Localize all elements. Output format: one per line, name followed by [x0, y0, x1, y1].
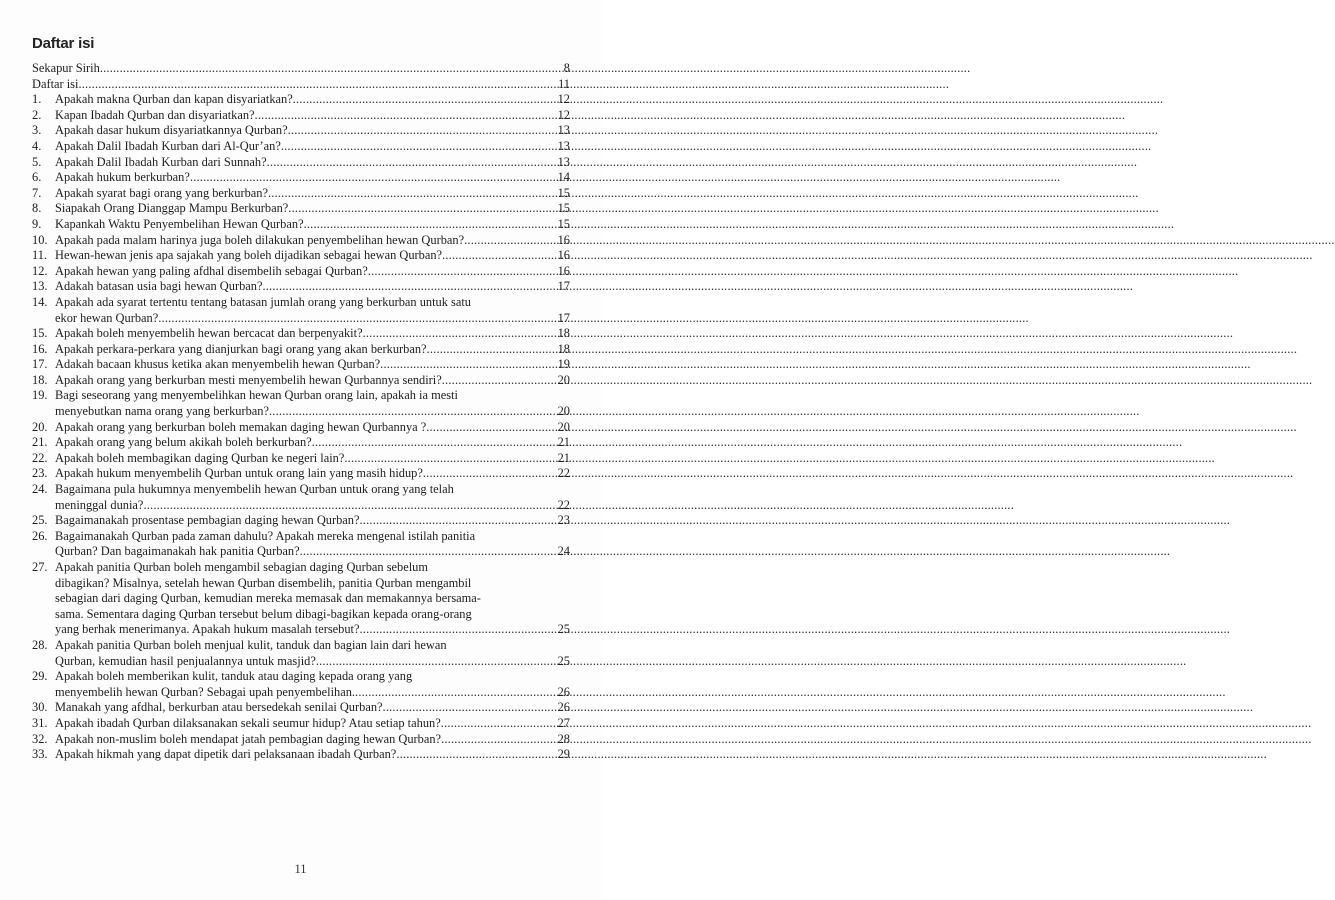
toc-entry[interactable]: [32, 279, 570, 295]
toc-entry-number: 5.: [32, 154, 42, 169]
toc-entry[interactable]: [32, 233, 570, 249]
toc-entry-page: 25: [557, 622, 570, 637]
toc-entry-number: 18.: [32, 372, 48, 387]
toc-entry-page: 20: [557, 419, 570, 434]
toc-entry[interactable]: [32, 388, 570, 419]
toc-entry-title-line: Sekapur Sirih: [32, 61, 100, 75]
toc-entry-title-line: meninggal dunia?: [55, 497, 144, 512]
toc-entry-number: 20.: [32, 419, 48, 434]
toc-entry-page: 12: [557, 92, 570, 107]
toc-entry-title-line: ekor hewan Qurban?: [55, 310, 159, 325]
toc-entry-title-line: Apakah hukum menyembelih Qurban untuk orang lain yang masih hidup?: [55, 466, 423, 481]
toc-entry-title-line: yang berhak menerimanya. Apakah hukum masalah tersebut?: [55, 622, 360, 637]
toc-entry[interactable]: [32, 326, 570, 342]
toc-entry-page: 18: [557, 341, 570, 356]
toc-entry-title-line: sama. Sementara daging Qurban tersebut belum dibagi-bagikan kepada orang-orang: [55, 606, 472, 621]
toc-entry-title-line: Apakah hukum berkurban?: [55, 170, 190, 185]
dot-leader: [281, 139, 558, 155]
toc-entry[interactable]: [32, 435, 570, 451]
toc-entry-number: 12.: [32, 263, 48, 278]
toc-entry[interactable]: [32, 466, 570, 482]
dot-leader: [269, 404, 558, 420]
toc-entry-number: 11.: [32, 248, 48, 263]
toc-entry-title-line: Apakah non-muslim boleh mendapat jatah pembagian daging hewan Qurban?: [55, 731, 442, 746]
toc-entry-page: 17: [557, 279, 570, 294]
toc-entry-number: 8.: [32, 201, 42, 216]
dot-leader: [304, 217, 558, 233]
toc-entry-title-line: menyembelih hewan Qurban? Sebagai upah penyembelihan.: [55, 684, 356, 699]
page-number: 11: [294, 862, 307, 876]
toc-entry-page: 15: [557, 185, 570, 200]
book-page: [0, 0, 601, 900]
toc-entry-page: 12: [557, 107, 570, 122]
toc-entry[interactable]: [32, 170, 570, 186]
toc-entry-number: 23.: [32, 466, 48, 481]
dot-leader: [427, 342, 558, 358]
toc-entry-title-line: Bagaimanakah Qurban pada zaman dahulu? Apakah mereka mengenal istilah panitia: [55, 528, 476, 543]
toc-entry-number: 19.: [32, 388, 48, 403]
dot-leader: [312, 435, 558, 451]
toc-entry[interactable]: [32, 420, 570, 436]
toc-entry-title-line: Bagaimana pula hukumnya menyembelih hewan Qurban untuk orang yang telah: [55, 482, 454, 497]
toc-entry[interactable]: [32, 201, 570, 217]
dot-leader: [426, 420, 557, 436]
toc-entry-page: 20: [557, 404, 570, 419]
toc-entry[interactable]: [32, 747, 570, 763]
dot-leader: [464, 233, 558, 249]
dot-leader: [368, 264, 558, 280]
toc-entry-title-line: Apakah dasar hukum disyariatkannya Qurban?: [55, 123, 288, 138]
toc-entry-page: 22: [557, 497, 570, 512]
toc-entry[interactable]: [32, 217, 570, 233]
toc-entry-page: 13: [557, 123, 570, 138]
toc-entry[interactable]: [32, 357, 570, 373]
toc-entry-title-line: menyebutkan nama orang yang berkurban?: [55, 404, 269, 419]
dot-leader: [262, 279, 557, 295]
toc-entry-number: 22.: [32, 450, 48, 465]
toc-entry-number: 9.: [32, 216, 42, 231]
toc-entry[interactable]: [32, 186, 570, 202]
toc-entry[interactable]: [32, 61, 570, 77]
toc-entry[interactable]: [32, 638, 570, 669]
toc-entry-number: 31.: [32, 715, 48, 730]
toc-entry-number: 4.: [32, 138, 42, 153]
toc-entry-title-line: Hewan-hewan jenis apa sajakah yang boleh dijadikan sebagai hewan Qurban?: [55, 248, 443, 263]
toc-entry-title-line: Qurban, kemudian hasil penjualannya untuk masjid?: [55, 653, 316, 668]
toc-entry-title-line: Apakah boleh memberikan kulit, tanduk atau daging kepada orang yang: [55, 669, 413, 684]
toc-entry[interactable]: [32, 560, 570, 638]
dot-leader: [316, 654, 558, 670]
toc-entry[interactable]: [32, 123, 570, 139]
dot-leader: [396, 747, 557, 763]
toc-entry-title-line: Apakah orang yang belum akikah boleh berkurban?: [55, 435, 312, 450]
dot-leader: [300, 544, 558, 560]
dot-leader: [267, 155, 558, 171]
dot-leader: [355, 685, 558, 701]
toc-entry[interactable]: [32, 732, 570, 748]
toc-entry-title-line: Bagi seseorang yang menyembelihkan hewan Qurban orang lain, apakah ia mesti: [55, 388, 458, 403]
toc-entry-title-line: Qurban? Dan bagaimanakah hak panitia Qurban?: [55, 544, 300, 559]
dot-leader: [143, 498, 557, 514]
toc-entry-title-line: Manakah yang afdhal, berkurban atau bersedekah senilai Qurban?: [55, 700, 383, 715]
toc-entry[interactable]: [32, 529, 570, 560]
toc-entry-title-line: Siapakah Orang Dianggap Mampu Berkurban?: [55, 201, 289, 216]
toc-entry-title-line: Kapan Ibadah Qurban dan disyariatkan?: [55, 107, 255, 122]
toc-entry[interactable]: [32, 482, 570, 513]
toc-entry[interactable]: [32, 295, 570, 326]
toc-entry-title-line: Bagaimanakah prosentase pembagian daging hewan Qurban?: [55, 513, 360, 528]
toc-entry-page: 11: [558, 76, 570, 91]
toc-entry-page: 27: [557, 715, 570, 730]
toc-entry-page: 15: [557, 201, 570, 216]
toc-entry[interactable]: [32, 264, 570, 280]
toc-entry[interactable]: [32, 716, 570, 732]
toc-entry-number: 25.: [32, 513, 48, 528]
toc-entry-title-line: Apakah Dalil Ibadah Kurban dari Al-Qur’an?: [55, 138, 281, 153]
toc-entry-title-line: Adakah bacaan khusus ketika akan menyembelih hewan Qurban?: [55, 357, 381, 372]
toc-entry-number: 17.: [32, 357, 48, 372]
toc-entry-page: 16: [557, 232, 570, 247]
toc-entry-title-line: Apakah panitia Qurban boleh mengambil sebagian daging Qurban sebelum: [55, 560, 428, 574]
toc-entry-number: 29.: [32, 669, 48, 684]
toc-entry-page: 24: [557, 544, 570, 559]
toc-entry-page: 28: [557, 731, 570, 746]
toc-entry[interactable]: [32, 248, 570, 264]
toc-entry-page: 21: [557, 435, 570, 450]
toc-entry-number: 28.: [32, 637, 48, 652]
toc-entry-title-line: Apakah panitia Qurban boleh menjual kulit, tanduk dan bagian lain dari hewan: [55, 637, 447, 652]
toc-entry[interactable]: [32, 451, 570, 467]
toc-entry-page: 20: [557, 372, 570, 387]
dot-leader: [380, 357, 557, 373]
dot-leader: [360, 513, 558, 529]
toc-entry-title-line: Adakah batasan usia bagi hewan Qurban?: [55, 279, 263, 294]
dot-leader: [441, 716, 558, 732]
toc-entry-number: 27.: [32, 560, 48, 574]
toc-entry-page: 26: [557, 684, 570, 699]
dot-leader: [288, 123, 558, 139]
toc-entry[interactable]: [32, 669, 570, 700]
toc-entry-page: 17: [557, 310, 570, 325]
dot-leader: [360, 622, 558, 638]
toc-entry[interactable]: [32, 513, 570, 529]
toc-entry-number: 7.: [32, 185, 42, 200]
toc-entry-title-line: Apakah orang yang berkurban boleh memakan daging hewan Qurbannya ?: [55, 419, 427, 434]
toc-entry-page: 18: [557, 326, 570, 341]
dot-leader: [288, 201, 557, 217]
toc-entry-page: 23: [557, 513, 570, 528]
toc-entry-page: 16: [557, 263, 570, 278]
dot-leader: [100, 61, 564, 77]
dot-leader: [293, 92, 558, 108]
toc-entry-page: 14: [557, 170, 570, 185]
toc-entry-title-line: Apakah Dalil Ibadah Kurban dari Sunnah?: [55, 154, 267, 169]
dot-leader: [268, 186, 558, 202]
toc-entry[interactable]: [32, 77, 570, 93]
toc-entry-page: 25: [557, 653, 570, 668]
toc-entry-page: 29: [557, 747, 570, 762]
toc-entry-number: 1.: [32, 92, 42, 107]
toc-entry-title-line: Apakah syarat bagi orang yang berkurban?: [55, 185, 268, 200]
toc-entry-page: 16: [557, 248, 570, 263]
toc-entry[interactable]: [32, 342, 570, 358]
dot-leader: [441, 732, 558, 748]
toc-entry-page: 15: [557, 216, 570, 231]
dot-leader: [442, 248, 558, 264]
toc-entry-number: 6.: [32, 170, 42, 185]
toc-entry-number: 10.: [32, 232, 48, 247]
toc-entry-page: 21: [557, 450, 570, 465]
table-of-contents: [32, 61, 570, 763]
toc-entry-number: 30.: [32, 700, 48, 715]
toc-entry-number: 24.: [32, 482, 48, 497]
toc-entry-number: 16.: [32, 341, 48, 356]
dot-leader: [442, 373, 558, 389]
toc-entry[interactable]: [32, 700, 570, 716]
toc-entry-title-line: Apakah ibadah Qurban dilaksanakan sekali seumur hidup? Atau setiap tahun?: [55, 715, 441, 730]
page-title: Daftar isi: [32, 35, 95, 52]
toc-entry-number: 3.: [32, 123, 42, 138]
toc-entry-number: 33.: [32, 747, 48, 762]
toc-entry-page: 26: [557, 700, 570, 715]
toc-entry-number: 21.: [32, 435, 48, 450]
toc-entry-title-line: Apakah perkara-perkara yang dianjurkan bagi orang yang akan berkurban?: [55, 341, 427, 356]
toc-entry-page: 19: [557, 357, 570, 372]
toc-entry-number: 15.: [32, 326, 48, 341]
toc-entry-page: 13: [557, 138, 570, 153]
toc-entry-number: 13.: [32, 279, 48, 294]
toc-entry-page: 22: [557, 466, 570, 481]
toc-entry-title-line: Apakah boleh menyembelih hewan bercacat dan berpenyakit?: [55, 326, 363, 341]
dot-leader: [78, 77, 558, 93]
dot-leader: [363, 326, 558, 342]
toc-entry-number: 26.: [32, 528, 48, 543]
toc-entry-title-line: Apakah makna Qurban dan kapan disyariatkan?: [55, 92, 293, 107]
toc-entry-number: 32.: [32, 731, 48, 746]
toc-entry-title-line: Daftar isi: [32, 76, 79, 91]
toc-entry-number: 2.: [32, 107, 42, 122]
toc-entry-title-line: Kapankah Waktu Penyembelihan Hewan Qurban?: [55, 216, 304, 231]
dot-leader: [423, 466, 558, 482]
toc-entry-page: 13: [557, 154, 570, 169]
dot-leader: [255, 108, 558, 124]
dot-leader: [190, 170, 558, 186]
toc-entry-number: 14.: [32, 294, 48, 309]
dot-leader: [344, 451, 557, 467]
toc-entry-title-line: Apakah ada syarat tertentu tentang batasan jumlah orang yang berkurban untuk satu: [55, 294, 471, 309]
toc-entry[interactable]: [32, 92, 570, 108]
toc-entry[interactable]: [32, 108, 570, 124]
toc-entry[interactable]: [32, 155, 570, 171]
toc-entry-title-line: Apakah hewan yang paling afdhal disembelih sebagai Qurban?: [55, 263, 368, 278]
dot-leader: [383, 700, 558, 716]
dot-leader: [158, 311, 557, 327]
toc-entry-title-line: sebagian dari daging Qurban, kemudian mereka memasak dan memakannya bersama-: [55, 591, 481, 606]
toc-entry-title-line: Apakah orang yang berkurban mesti menyembelih hewan Qurbannya sendiri?: [55, 372, 442, 387]
toc-entry-title-line: Apakah pada malam harinya juga boleh dilakukan penyembelihan hewan Qurban?: [55, 232, 465, 247]
toc-entry-title-line: dibagikan? Misalnya, setelah hewan Qurban disembelih, panitia Qurban mengambil: [55, 575, 472, 590]
toc-entry-title-line: Apakah hikmah yang dapat dipetik dari pelaksanaan ibadah Qurban?: [55, 747, 397, 762]
toc-entry[interactable]: [32, 139, 570, 155]
toc-entry-page: 8: [563, 61, 570, 75]
toc-entry[interactable]: [32, 373, 570, 389]
toc-entry-title-line: Apakah boleh membagikan daging Qurban ke negeri lain?: [55, 450, 345, 465]
